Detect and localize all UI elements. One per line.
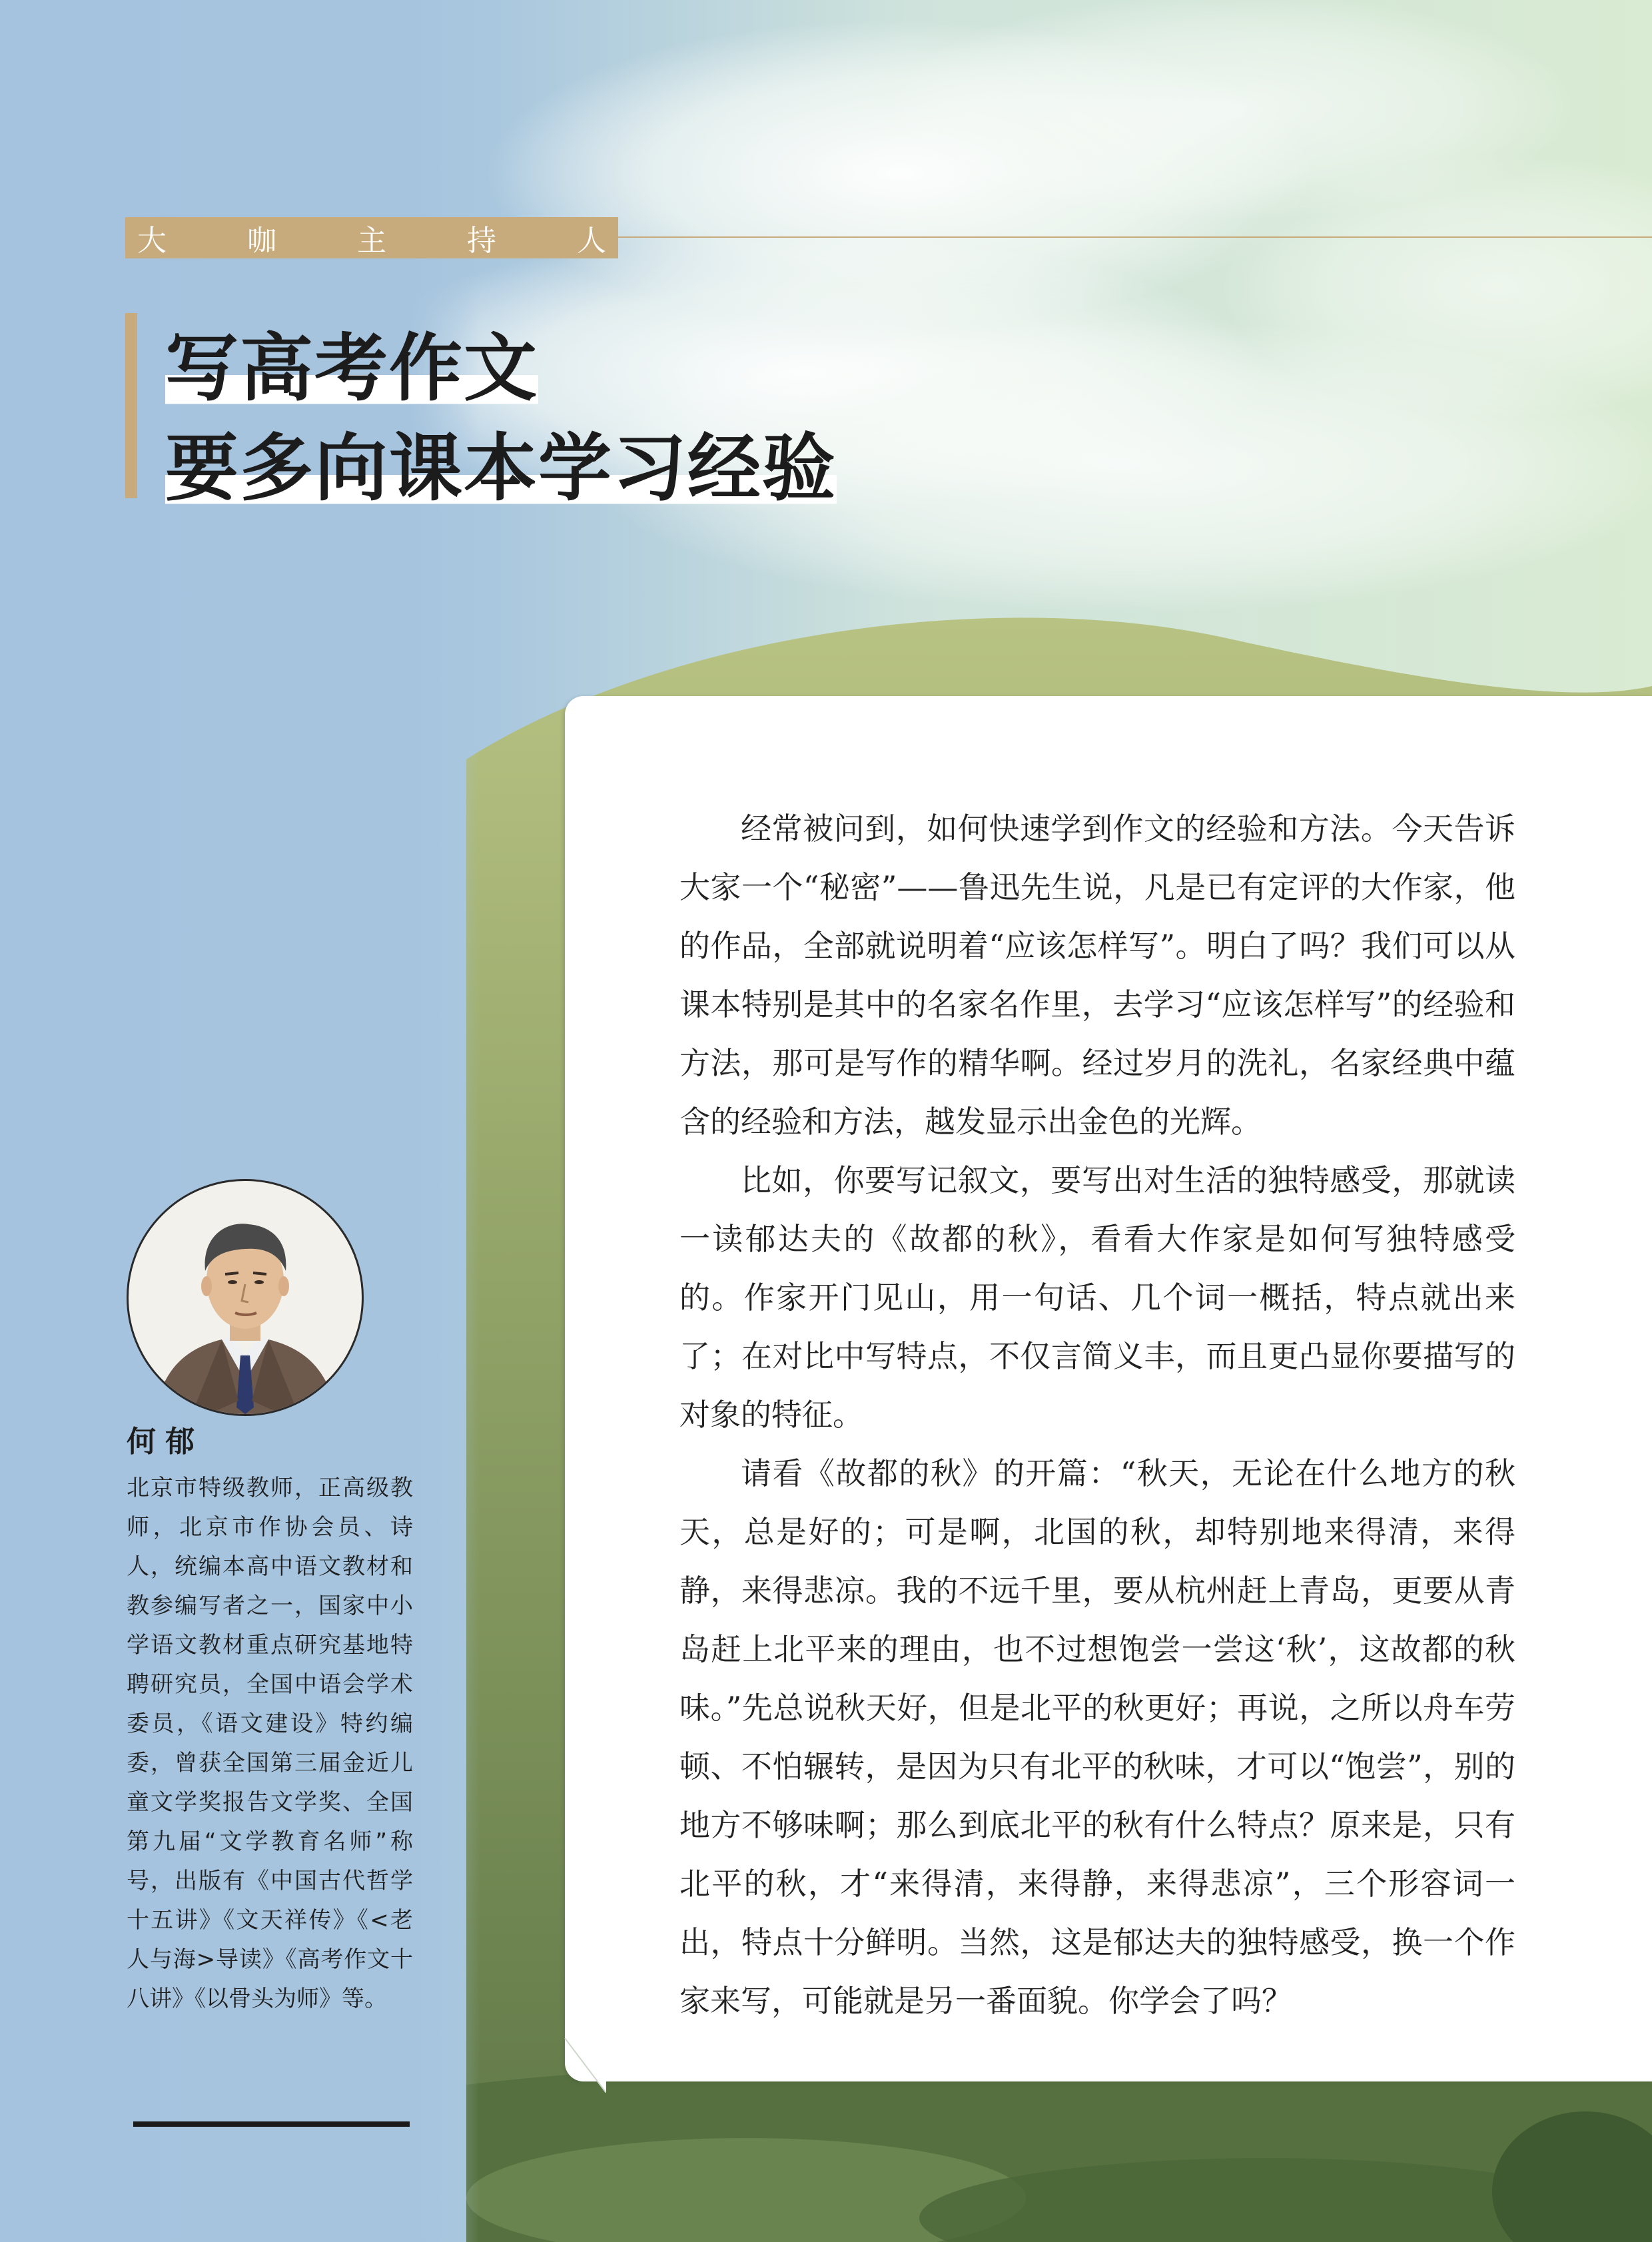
article-paragraph: 比如，你要写记叙文，要写出对生活的独特感受，那就读一读郁达夫的《故都的秋》，看看大作家是如何写独特感受的。作家开门见山，用一句话、几个词一概括，特点就出来了；在对比中写特点，不仅言简义丰，而且更凸显你要描写的对象的特征。 (679, 1162, 1515, 1433)
column-label (125, 217, 618, 258)
column-label-char: 人 (577, 224, 606, 258)
page-title-line-2 (165, 410, 837, 515)
title-accent-bar (125, 313, 137, 498)
page-title-text: 写高考作文 (165, 325, 538, 411)
card-fold-corner (533, 2038, 606, 2093)
author-portrait (127, 1179, 364, 1416)
author-bio-rule (133, 2121, 410, 2127)
column-label-char: 主 (357, 224, 386, 258)
page-title-text: 要多向课本学习经验 (165, 425, 837, 511)
article-paragraph: 请看《故都的秋》的开篇：“秋天，无论在什么地方的秋天，总是好的；可是啊，北国的秋，却特别地来得清，来得静，来得悲凉。我的不远千里，要从杭州赶上青岛，更要从青岛赶上北平来的理由，也不过想饱尝一尝这‘秋’，这故都的秋味。”先总说秋天好，但是北平的秋更好；再说，之所以舟车劳顿、不怕辗转，是因为只有北平的秋味，才可以“饱尝”，别的地方不够味啊；那么到底北平的秋有什么特点？原来是，只有北平的秋，才“来得清，来得静，来得悲凉”，三个形容词一出，特点十分鲜明。当然，这是郁达夫的独特感受，换一个作家来写，可能就是另一番面貌。你学会了吗？ (679, 1455, 1515, 2019)
article-paragraph: 经常被问到，如何快速学到作文的经验和方法。今天告诉大家一个“秘密”——鲁迅先生说，凡是已有定评的大作家，他的作品，全部就说明着“应该怎样写”。明白了吗？我们可以从课本特别是其中的名家名作里，去学习“应该怎样写”的经验和方法，那可是写作的精华啊。经过岁月的洗礼，名家经典中蕴含的经验和方法，越发显示出金色的光辉。 (679, 811, 1515, 1140)
author-name: 何郁 (127, 1425, 204, 1459)
page-title-line-1 (165, 310, 538, 415)
article-body (679, 799, 1515, 2030)
column-label-char: 持 (467, 224, 496, 258)
column-label-rule (618, 236, 1652, 238)
author-portrait-illustration (129, 1181, 362, 1414)
column-label-char: 大 (137, 224, 167, 258)
author-bio: 北京市特级教师，正高级教师，北京市作协会员、诗人，统编本高中语文教材和教参编写者之一，国家中小学语文教材重点研究基地特聘研究员，全国中语会学术委员，《语文建设》特约编委，曾获全国第三届金近儿童文学奖报告文学奖、全国第九届“文学教育名师”称号，出版有《中国古代哲学十五讲》《文天祥传》《<老人与海>导读》《高考作文十八讲》《以骨头为师》等。 (127, 1475, 413, 2012)
column-label-char: 咖 (247, 224, 276, 258)
